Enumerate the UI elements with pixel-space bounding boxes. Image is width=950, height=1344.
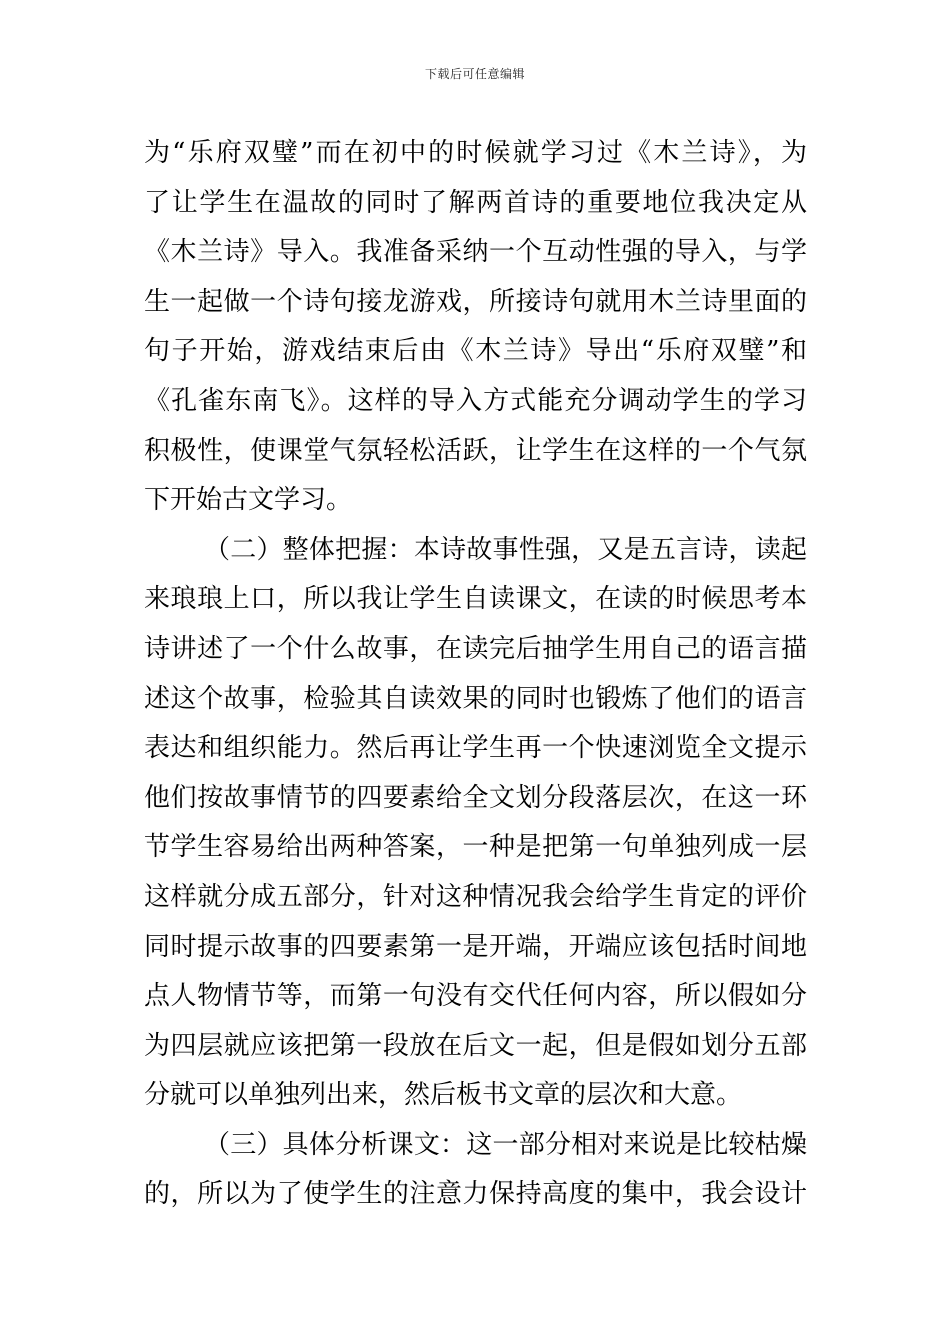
text-line: 下开始古文学习。 xyxy=(144,485,353,516)
text-line: 诗讲述了一个什么故事，在读完后抽学生用自己的语言描 xyxy=(144,633,807,664)
text-line: 表达和组织能力。然后再让学生再一个快速浏览全文提示 xyxy=(144,733,807,764)
text-line: 为四层就应该把第一段放在后文一起，但是假如划分五部 xyxy=(144,1030,807,1061)
page-header-note: 下载后可任意编辑 xyxy=(424,67,525,81)
text-line: 《孔雀东南飞》。这样的导入方式能充分调动学生的学习 xyxy=(144,385,807,416)
text-line: 节学生容易给出两种答案，一种是把第一句单独列成一层 xyxy=(144,832,807,863)
text-line: 积极性，使课堂气氛轻松活跃，让学生在这样的一个气氛 xyxy=(144,435,807,466)
document-body xyxy=(144,129,807,1220)
text-line: 生一起做一个诗句接龙游戏，所接诗句就用木兰诗里面的 xyxy=(144,286,807,317)
text-line: 同时提示故事的四要素第一是开端，开端应该包括时间地 xyxy=(144,931,807,962)
text-line: 来琅琅上口，所以我让学生自读课文，在读的时候思考本 xyxy=(144,584,807,615)
text-line: 句子开始，游戏结束后由《木兰诗》导出“乐府双璧”和 xyxy=(144,336,807,367)
paragraph-start-line: （三）具体分析课文：这一部分相对来说是比较枯燥 xyxy=(204,1129,807,1160)
text-line: 《木兰诗》导入。我准备采纳一个互动性强的导入，与学 xyxy=(144,237,807,268)
text-line: 为“乐府双璧”而在初中的时候就学习过《木兰诗》，为 xyxy=(144,138,807,168)
text-line: 了让学生在温故的同时了解两首诗的重要地位我决定从 xyxy=(144,187,807,218)
paragraph-start-line: （二）整体把握：本诗故事性强，又是五言诗，读起 xyxy=(204,534,807,565)
text-line: 分就可以单独列出来，然后板书文章的层次和大意。 xyxy=(144,1080,743,1111)
text-line: 这样就分成五部分，针对这种情况我会给学生肯定的评价 xyxy=(144,881,807,912)
text-line: 点人物情节等，而第一句没有交代任何内容，所以假如分 xyxy=(144,981,807,1012)
text-line: 他们按故事情节的四要素给全文划分段落层次，在这一环 xyxy=(144,782,807,813)
text-line: 的，所以为了使学生的注意力保持高度的集中，我会设计 xyxy=(144,1179,807,1210)
text-line: 述这个故事，检验其自读效果的同时也锻炼了他们的语言 xyxy=(144,683,807,714)
